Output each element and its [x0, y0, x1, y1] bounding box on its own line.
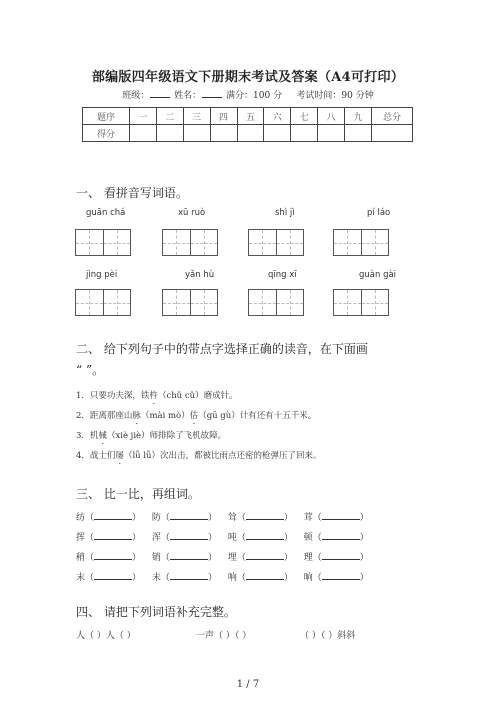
score-cell[interactable]: [264, 125, 291, 142]
item-text: 4．战士们: [76, 451, 116, 461]
answer-blank[interactable]: [94, 511, 132, 520]
char: 挥: [76, 533, 86, 543]
question-item: [76, 389, 238, 406]
writing-grid[interactable]: [75, 289, 131, 316]
fill-item[interactable]: （ ）（ ）斜斜: [300, 631, 356, 641]
pinyin-label: guān chá: [86, 208, 126, 218]
answer-blank[interactable]: [246, 571, 284, 580]
score-row-label: 得分: [83, 125, 130, 142]
answer-blank[interactable]: [322, 571, 360, 580]
item-options[interactable]: （chǔ cǔ）磨成针。: [157, 391, 238, 401]
compare-row: 纺（ ） 防（ ） 耸（ ） 茸（ ）: [76, 513, 369, 523]
writing-grid[interactable]: [333, 229, 389, 256]
item-options[interactable]: （mài mò）: [140, 411, 190, 421]
pinyin-label: qīng xī: [268, 270, 297, 280]
dotted-char: 脉: [132, 411, 141, 421]
pinyin-label: yǎn hù: [185, 270, 215, 280]
fill-item[interactable]: 一声（ ）（ ）: [196, 631, 252, 641]
char: 销: [151, 553, 161, 563]
answer-blank[interactable]: [246, 511, 284, 520]
score-header-cell: 七: [291, 108, 318, 125]
section1-heading: 一、 看拼音写词语。: [76, 186, 188, 200]
dotted-char: 械: [98, 431, 107, 441]
dotted-char: 估: [189, 411, 199, 421]
score-header-cell: 八: [318, 108, 345, 125]
score-header-cell: 三: [183, 108, 210, 125]
score-cell[interactable]: [372, 125, 413, 142]
answer-blank[interactable]: [94, 551, 132, 560]
section4-heading: 四、 请把下列词语补充完整。: [76, 605, 236, 619]
score-header-cell: 九: [345, 108, 372, 125]
dotted-char: 屡: [115, 451, 124, 461]
char: 纺: [76, 513, 86, 523]
score-cell[interactable]: [345, 125, 372, 142]
class-label: 班级：: [122, 91, 150, 101]
char: 末: [76, 573, 86, 583]
char: 浑: [151, 533, 161, 543]
char: 未: [151, 573, 161, 583]
answer-blank[interactable]: [94, 571, 132, 580]
char: 吨: [227, 533, 237, 543]
writing-grid[interactable]: [248, 289, 304, 316]
fill-item[interactable]: 人（ ）人（ ）: [76, 631, 136, 641]
section2-heading-cont: “ ”。: [76, 363, 105, 377]
exam-time: 考试时间：90 分钟: [296, 91, 374, 101]
answer-blank[interactable]: [170, 551, 208, 560]
exam-info: [0, 88, 496, 101]
score-header-cell: 六: [264, 108, 291, 125]
writing-grid[interactable]: [75, 229, 131, 256]
score-header-cell: 总分: [372, 108, 413, 125]
section2-heading: 二、 给下列句子中的带点字选择正确的读音，在下面画: [76, 342, 368, 356]
score-header-cell: 四: [210, 108, 237, 125]
score-header-cell: 一: [130, 108, 157, 125]
char: 顿: [303, 533, 313, 543]
answer-blank[interactable]: [322, 511, 360, 520]
pinyin-label: shì jì: [275, 208, 295, 218]
class-blank[interactable]: [150, 89, 170, 98]
char: 稍: [76, 553, 86, 563]
name-label: 姓名：: [174, 91, 202, 101]
compare-row: 挥（ ） 浑（ ） 吨（ ） 顿（ ）: [76, 533, 369, 543]
item-text: 2．距离那座山: [76, 411, 133, 421]
compare-row: 稍（ ） 销（ ） 埋（ ） 理（ ）: [76, 553, 369, 563]
score-header-cell: 二: [156, 108, 183, 125]
score-header-row: [83, 108, 413, 125]
answer-blank[interactable]: [322, 531, 360, 540]
score-header-cell: 五: [237, 108, 264, 125]
char: 响: [227, 573, 237, 583]
answer-blank[interactable]: [246, 551, 284, 560]
char: 耸: [227, 513, 237, 523]
score-cell[interactable]: [210, 125, 237, 142]
writing-grid[interactable]: [162, 289, 218, 316]
score-table: [82, 107, 413, 142]
writing-grid[interactable]: [333, 289, 389, 316]
question-item: [76, 409, 316, 426]
item-options[interactable]: （xiè jiè）师排除了飞机故障。: [106, 431, 227, 441]
question-item: [76, 429, 226, 446]
char: 理: [303, 553, 313, 563]
answer-blank[interactable]: [170, 571, 208, 580]
score-header-cell: 题序: [83, 108, 130, 125]
question-item: [76, 449, 322, 466]
char: 茸: [303, 513, 313, 523]
full-score: 满分：100 分: [226, 91, 283, 101]
answer-blank[interactable]: [170, 531, 208, 540]
item-text: 3．机: [76, 431, 99, 441]
answer-blank[interactable]: [170, 511, 208, 520]
section3-heading: 三、 比一比，再组词。: [76, 487, 200, 501]
page-title: 部编版四年级语文下册期末考试及答案（A4可打印）: [91, 70, 405, 85]
pinyin-label: pí láo: [367, 208, 391, 218]
answer-blank[interactable]: [94, 531, 132, 540]
char: 防: [151, 513, 161, 523]
answer-blank[interactable]: [322, 551, 360, 560]
char: 晌: [303, 573, 313, 583]
item-options[interactable]: （gū gù）计有还有十五千米。: [198, 411, 317, 421]
item-options[interactable]: （lǚ lǚ）次出击，都被比雨点还密的枪弹压了回来。: [123, 451, 322, 461]
pinyin-label: xū ruò: [178, 208, 206, 218]
pinyin-label: jìng pèi: [86, 270, 118, 280]
score-cell[interactable]: [183, 125, 210, 142]
score-cell[interactable]: [318, 125, 345, 142]
score-cell[interactable]: [130, 125, 157, 142]
name-blank[interactable]: [202, 89, 222, 98]
score-value-row: [83, 125, 413, 142]
item-text: 1．只要功夫深，铁: [76, 391, 150, 401]
writing-grid[interactable]: [162, 229, 218, 256]
score-cell[interactable]: [291, 125, 318, 142]
answer-blank[interactable]: [246, 531, 284, 540]
char: 埋: [227, 553, 237, 563]
compare-row: 末（ ） 未（ ） 响（ ） 晌（ ）: [76, 573, 369, 583]
page-number: 1 / 7: [236, 679, 260, 690]
pinyin-label: guàn gài: [359, 270, 397, 280]
score-cell[interactable]: [156, 125, 183, 142]
writing-grid[interactable]: [248, 229, 304, 256]
dotted-char: 杵: [149, 391, 158, 401]
score-cell[interactable]: [237, 125, 264, 142]
